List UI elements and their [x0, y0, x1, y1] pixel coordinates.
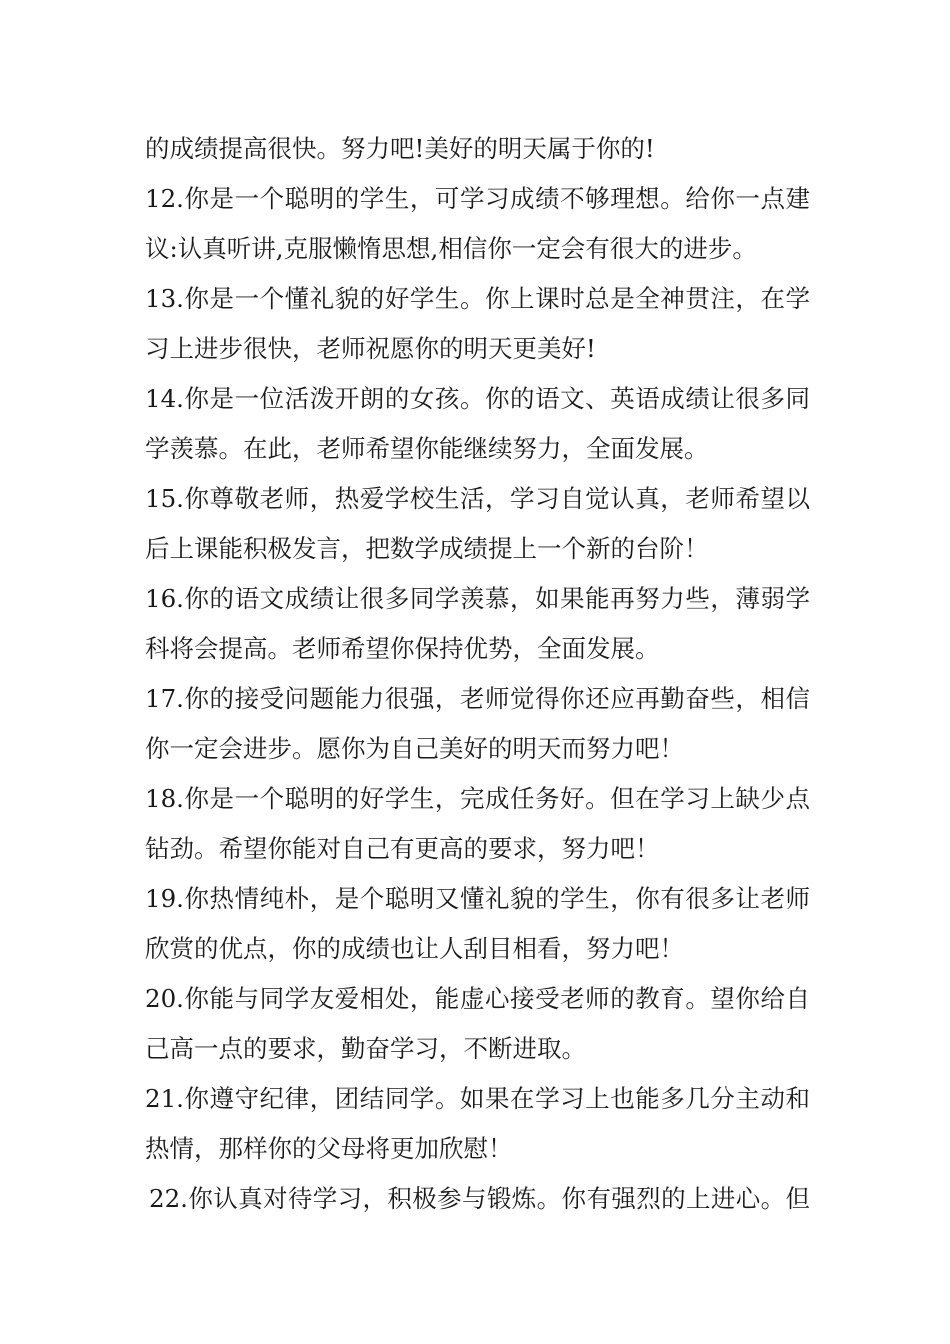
- text-line: 14.你是一位活泼开朗的女孩。你的语文、英语成绩让很多同: [145, 384, 810, 413]
- text-line: 欣赏的优点，你的成绩也让人刮目相看，努力吧！: [145, 934, 684, 963]
- text-line: 22.你认真对待学习，积极参与锻炼。你有强烈的上进心。但: [149, 1184, 810, 1213]
- text-line: 热情，那样你的父母将更加欣慰！: [145, 1134, 513, 1163]
- text-line: 19.你热情纯朴，是个聪明又懂礼貌的学生，你有很多让老师: [145, 884, 810, 913]
- text-line: 16.你的语文成绩让很多同学羡慕，如果能再努力些，薄弱学: [145, 584, 810, 613]
- text-line: 17.你的接受问题能力很强，老师觉得你还应再勤奋些，相信: [145, 684, 810, 713]
- text-line: 科将会提高。老师希望你保持优势，全面发展。: [145, 634, 660, 663]
- text-line: 20.你能与同学友爱相处，能虚心接受老师的教育。望你给自: [145, 984, 810, 1013]
- text-line: 你一定会进步。愿你为自己美好的明天而努力吧！: [145, 734, 684, 763]
- text-line: 后上课能积极发言，把数学成绩提上一个新的台阶！: [145, 534, 709, 563]
- text-line: 学羡慕。在此，老师希望你能继续努力，全面发展。: [145, 434, 709, 463]
- text-line: 15.你尊敬老师，热爱学校生活，学习自觉认真，老师希望以: [145, 484, 810, 513]
- text-line: 21.你遵守纪律，团结同学。如果在学习上也能多几分主动和: [145, 1084, 810, 1113]
- text-line: 己高一点的要求，勤奋学习，不断进取。: [145, 1034, 586, 1063]
- text-line: 议:认真听讲,克服懒惰思想,相信你一定会有很大的进步。: [145, 234, 757, 263]
- text-line: 13.你是一个懂礼貌的好学生。你上课时总是全神贯注，在学: [145, 284, 810, 313]
- comment-text-block: [145, 124, 810, 1224]
- text-line: 习上进步很快，老师祝愿你的明天更美好!: [145, 334, 596, 363]
- text-line: 12.你是一个聪明的学生，可学习成绩不够理想。给你一点建: [145, 184, 810, 213]
- text-line: 钻劲。希望你能对自己有更高的要求，努力吧！: [145, 834, 660, 863]
- text-line: 18.你是一个聪明的好学生，完成任务好。但在学习上缺少点: [145, 784, 810, 813]
- text-line: 的成绩提高很快。努力吧!美好的明天属于你的!: [145, 134, 655, 163]
